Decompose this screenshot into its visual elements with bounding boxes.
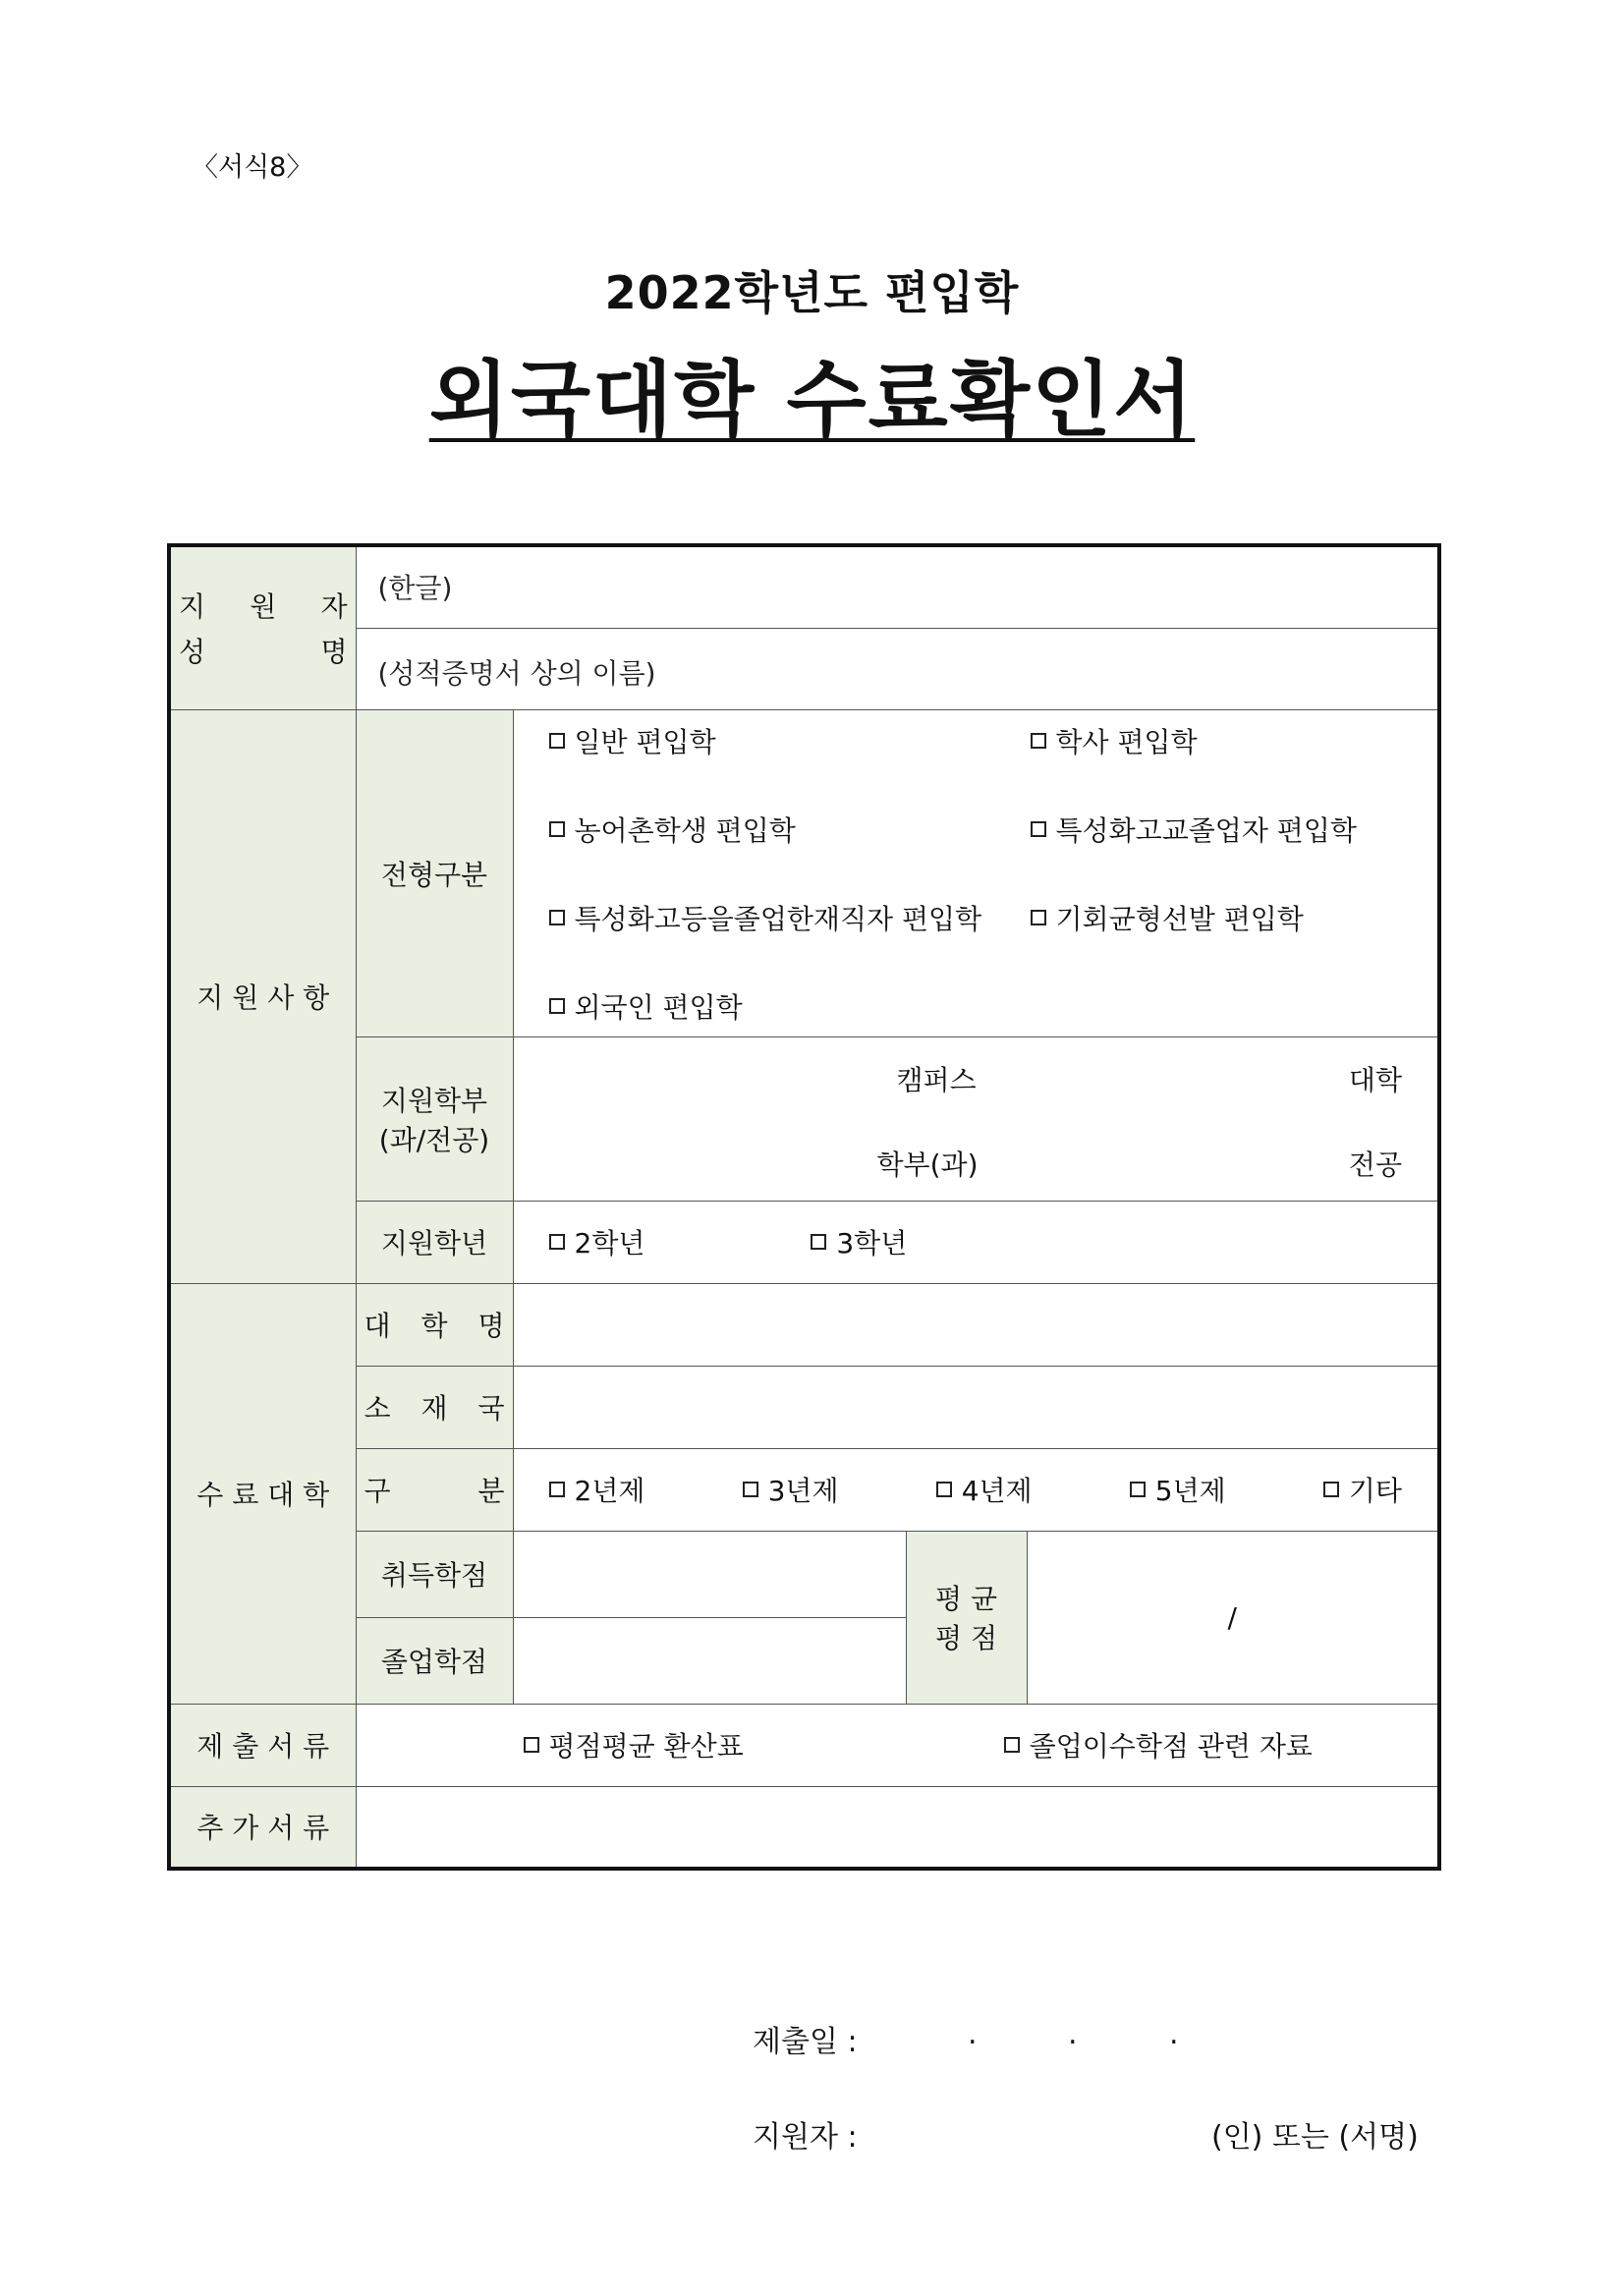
page-title: 외국대학 수료확인서 xyxy=(428,352,1196,448)
university-name-label: 대 학 명 xyxy=(356,1283,513,1366)
checkbox-icon xyxy=(743,1482,758,1497)
documents-header: 제 출 서 류 xyxy=(169,1704,356,1786)
checkbox-icon xyxy=(1031,910,1046,925)
checkbox-foreigner[interactable]: 외국인 편입학 xyxy=(549,986,1031,1026)
korean-name-hint: (한글) xyxy=(377,572,453,604)
major-label: 전공 xyxy=(1348,1148,1403,1181)
graduation-credits-field[interactable] xyxy=(513,1617,906,1704)
university-name-field[interactable] xyxy=(513,1283,1439,1366)
date-dot-3: . xyxy=(1169,2017,1179,2051)
checkbox-general[interactable]: 일반 편입학 xyxy=(549,721,1031,760)
earned-credits-field[interactable] xyxy=(513,1531,906,1617)
checkbox-2-year[interactable]: 2년제 xyxy=(549,1470,645,1509)
checkbox-3-year[interactable]: 3년제 xyxy=(743,1470,839,1509)
department-label: 지원학부 (과/전공) xyxy=(356,1036,513,1201)
checkbox-icon xyxy=(1031,733,1046,749)
checkbox-5-year[interactable]: 5년제 xyxy=(1130,1470,1226,1509)
submit-date-label: 제출일 : xyxy=(753,2025,858,2059)
checkbox-vocational-employed[interactable]: 특성화고등을졸업한재직자 편입학 xyxy=(549,898,1031,937)
checkbox-rural[interactable]: 농어촌학생 편입학 xyxy=(549,810,1031,849)
department-field[interactable] xyxy=(513,1036,1439,1201)
checkbox-icon xyxy=(549,733,565,749)
checkbox-bachelor[interactable]: 학사 편입학 xyxy=(1031,721,1424,760)
checkbox-icon xyxy=(524,1737,539,1753)
date-dot-1: . xyxy=(968,2017,978,2051)
checkbox-icon xyxy=(549,1482,565,1497)
applicant-name-header: 지 원 자 성 명 xyxy=(169,545,356,709)
checkbox-4-year[interactable]: 4년제 xyxy=(936,1470,1033,1509)
college-label: 대학 xyxy=(1348,1063,1403,1096)
extra-documents-header: 추 가 서 류 xyxy=(169,1786,356,1869)
date-dot-2: . xyxy=(1068,2017,1078,2051)
checkbox-icon xyxy=(1130,1482,1146,1497)
korean-name-field[interactable] xyxy=(356,545,1439,628)
checkbox-grade-3[interactable]: 3학년 xyxy=(811,1222,907,1261)
checkbox-gpa-conversion[interactable]: 평점평균 환산표 xyxy=(524,1725,744,1764)
checkbox-grade-2[interactable]: 2학년 xyxy=(549,1222,645,1261)
completed-university-header: 수 료 대 학 xyxy=(169,1283,356,1704)
documents-options xyxy=(356,1704,1439,1786)
checkbox-icon xyxy=(549,910,565,925)
confirmation-form-table xyxy=(167,543,1441,1871)
applicant-sign-label: 지원자 : xyxy=(753,2120,858,2155)
checkbox-equal-opportunity[interactable]: 기회균형선발 편입학 xyxy=(1031,898,1424,937)
earned-credits-label: 취득학점 xyxy=(356,1531,513,1617)
admission-type-label: 전형구분 xyxy=(356,709,513,1036)
checkbox-graduation-credits-docs[interactable]: 졸업이수학점 관련 자료 xyxy=(1004,1725,1313,1764)
grade-options xyxy=(513,1201,1439,1283)
transcript-name-hint: (성적증명서 상의 이름) xyxy=(377,656,656,690)
checkbox-other[interactable]: 기타 xyxy=(1323,1470,1402,1509)
gpa-label: 평 균 평 점 xyxy=(906,1531,1027,1704)
checkbox-icon xyxy=(1031,821,1046,837)
faculty-label: 학부(과) xyxy=(876,1148,979,1181)
year-title: 2022학년도 편입학 xyxy=(604,266,1020,319)
checkbox-vocational-grad[interactable]: 특성화고교졸업자 편입학 xyxy=(1031,810,1424,849)
checkbox-icon xyxy=(549,1234,565,1250)
gpa-field[interactable]: / xyxy=(1027,1531,1439,1704)
application-header: 지 원 사 항 xyxy=(169,709,356,1283)
checkbox-icon xyxy=(811,1234,826,1250)
grade-label: 지원학년 xyxy=(356,1201,513,1283)
checkbox-icon xyxy=(549,998,565,1014)
extra-documents-field[interactable] xyxy=(356,1786,1439,1869)
admission-type-options xyxy=(513,709,1439,1036)
campus-label: 캠퍼스 xyxy=(896,1063,977,1096)
country-label: 소 재 국 xyxy=(356,1366,513,1448)
country-field[interactable] xyxy=(513,1366,1439,1448)
seal-or-signature[interactable]: (인) 또는 (서명) xyxy=(1211,2120,1419,2155)
transcript-name-field[interactable] xyxy=(356,628,1439,709)
division-options xyxy=(513,1448,1439,1531)
checkbox-icon xyxy=(549,821,565,837)
division-label: 구 분 xyxy=(356,1448,513,1531)
graduation-credits-label: 졸업학점 xyxy=(356,1617,513,1704)
form-number: 〈서식8〉 xyxy=(192,152,313,183)
checkbox-icon xyxy=(936,1482,952,1497)
checkbox-icon xyxy=(1004,1737,1020,1753)
checkbox-icon xyxy=(1323,1482,1339,1497)
